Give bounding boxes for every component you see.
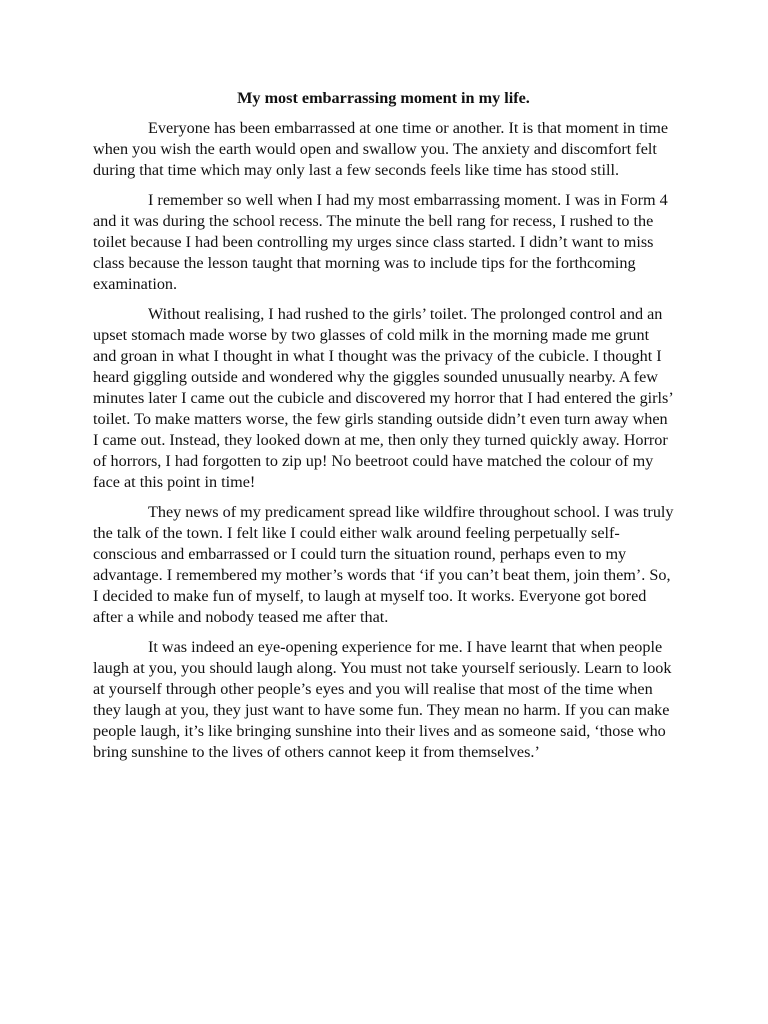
paragraph-4: They news of my predicament spread like wildfire throughout school. I was truly the talk of the town. I felt like I could either walk around feeling perpetually self-conscious and embarrassed or I could turn the situation round, perhaps even to my advantage. I remembered my mother’s words that ‘if you can’t beat them, join them’. So, I decided to make fun of myself, to laugh at myself too. It works. Everyone got bored after a while and nobody teased me after that.	[93, 503, 674, 626]
document-title: My most embarrassing moment in my life.	[237, 89, 530, 107]
paragraph-5: It was indeed an eye-opening experience for me. I have learnt that when people laugh at you, you should laugh along. You must not take yourself seriously. Learn to look at yourself through other people’s eyes and you will realise that most of the time when they laugh at you, they just want to have some fun. They mean no harm. If you can make people laugh, it’s like bringing sunshine into their lives and as someone said, ‘those who bring sunshine to the lives of others cannot keep it from themselves.’	[93, 638, 672, 761]
paragraph-3: Without realising, I had rushed to the girls’ toilet. The prolonged control and an upset stomach made worse by two glasses of cold milk in the morning made me grunt and groan in what I thought in what I thought was the privacy of the cubicle. I thought I heard giggling outside and wondered why the giggles sounded unusually nearby. A few minutes later I came out the cubicle and discovered my horror that I had entered the girls’ toilet. To make matters worse, the few girls standing outside didn’t even turn away when I came out. Instead, they looked down at me, then only they turned quickly away. Horror of horrors, I had forgotten to zip up! No beetroot could have matched the colour of my face at this point in time!	[93, 305, 673, 491]
paragraph-1: Everyone has been embarrassed at one time or another. It is that moment in time when you wish the earth would open and swallow you. The anxiety and discomfort felt during that time which may only last a few seconds feels like time has stood still.	[93, 119, 669, 179]
paragraph-2: I remember so well when I had my most embarrassing moment. I was in Form 4 and it was during the school recess. The minute the bell rang for recess, I rushed to the toilet because I had been controlling my urges since class started. I didn’t want to miss class because the lesson taught that morning was to include tips for the forthcoming examination.	[93, 191, 668, 293]
